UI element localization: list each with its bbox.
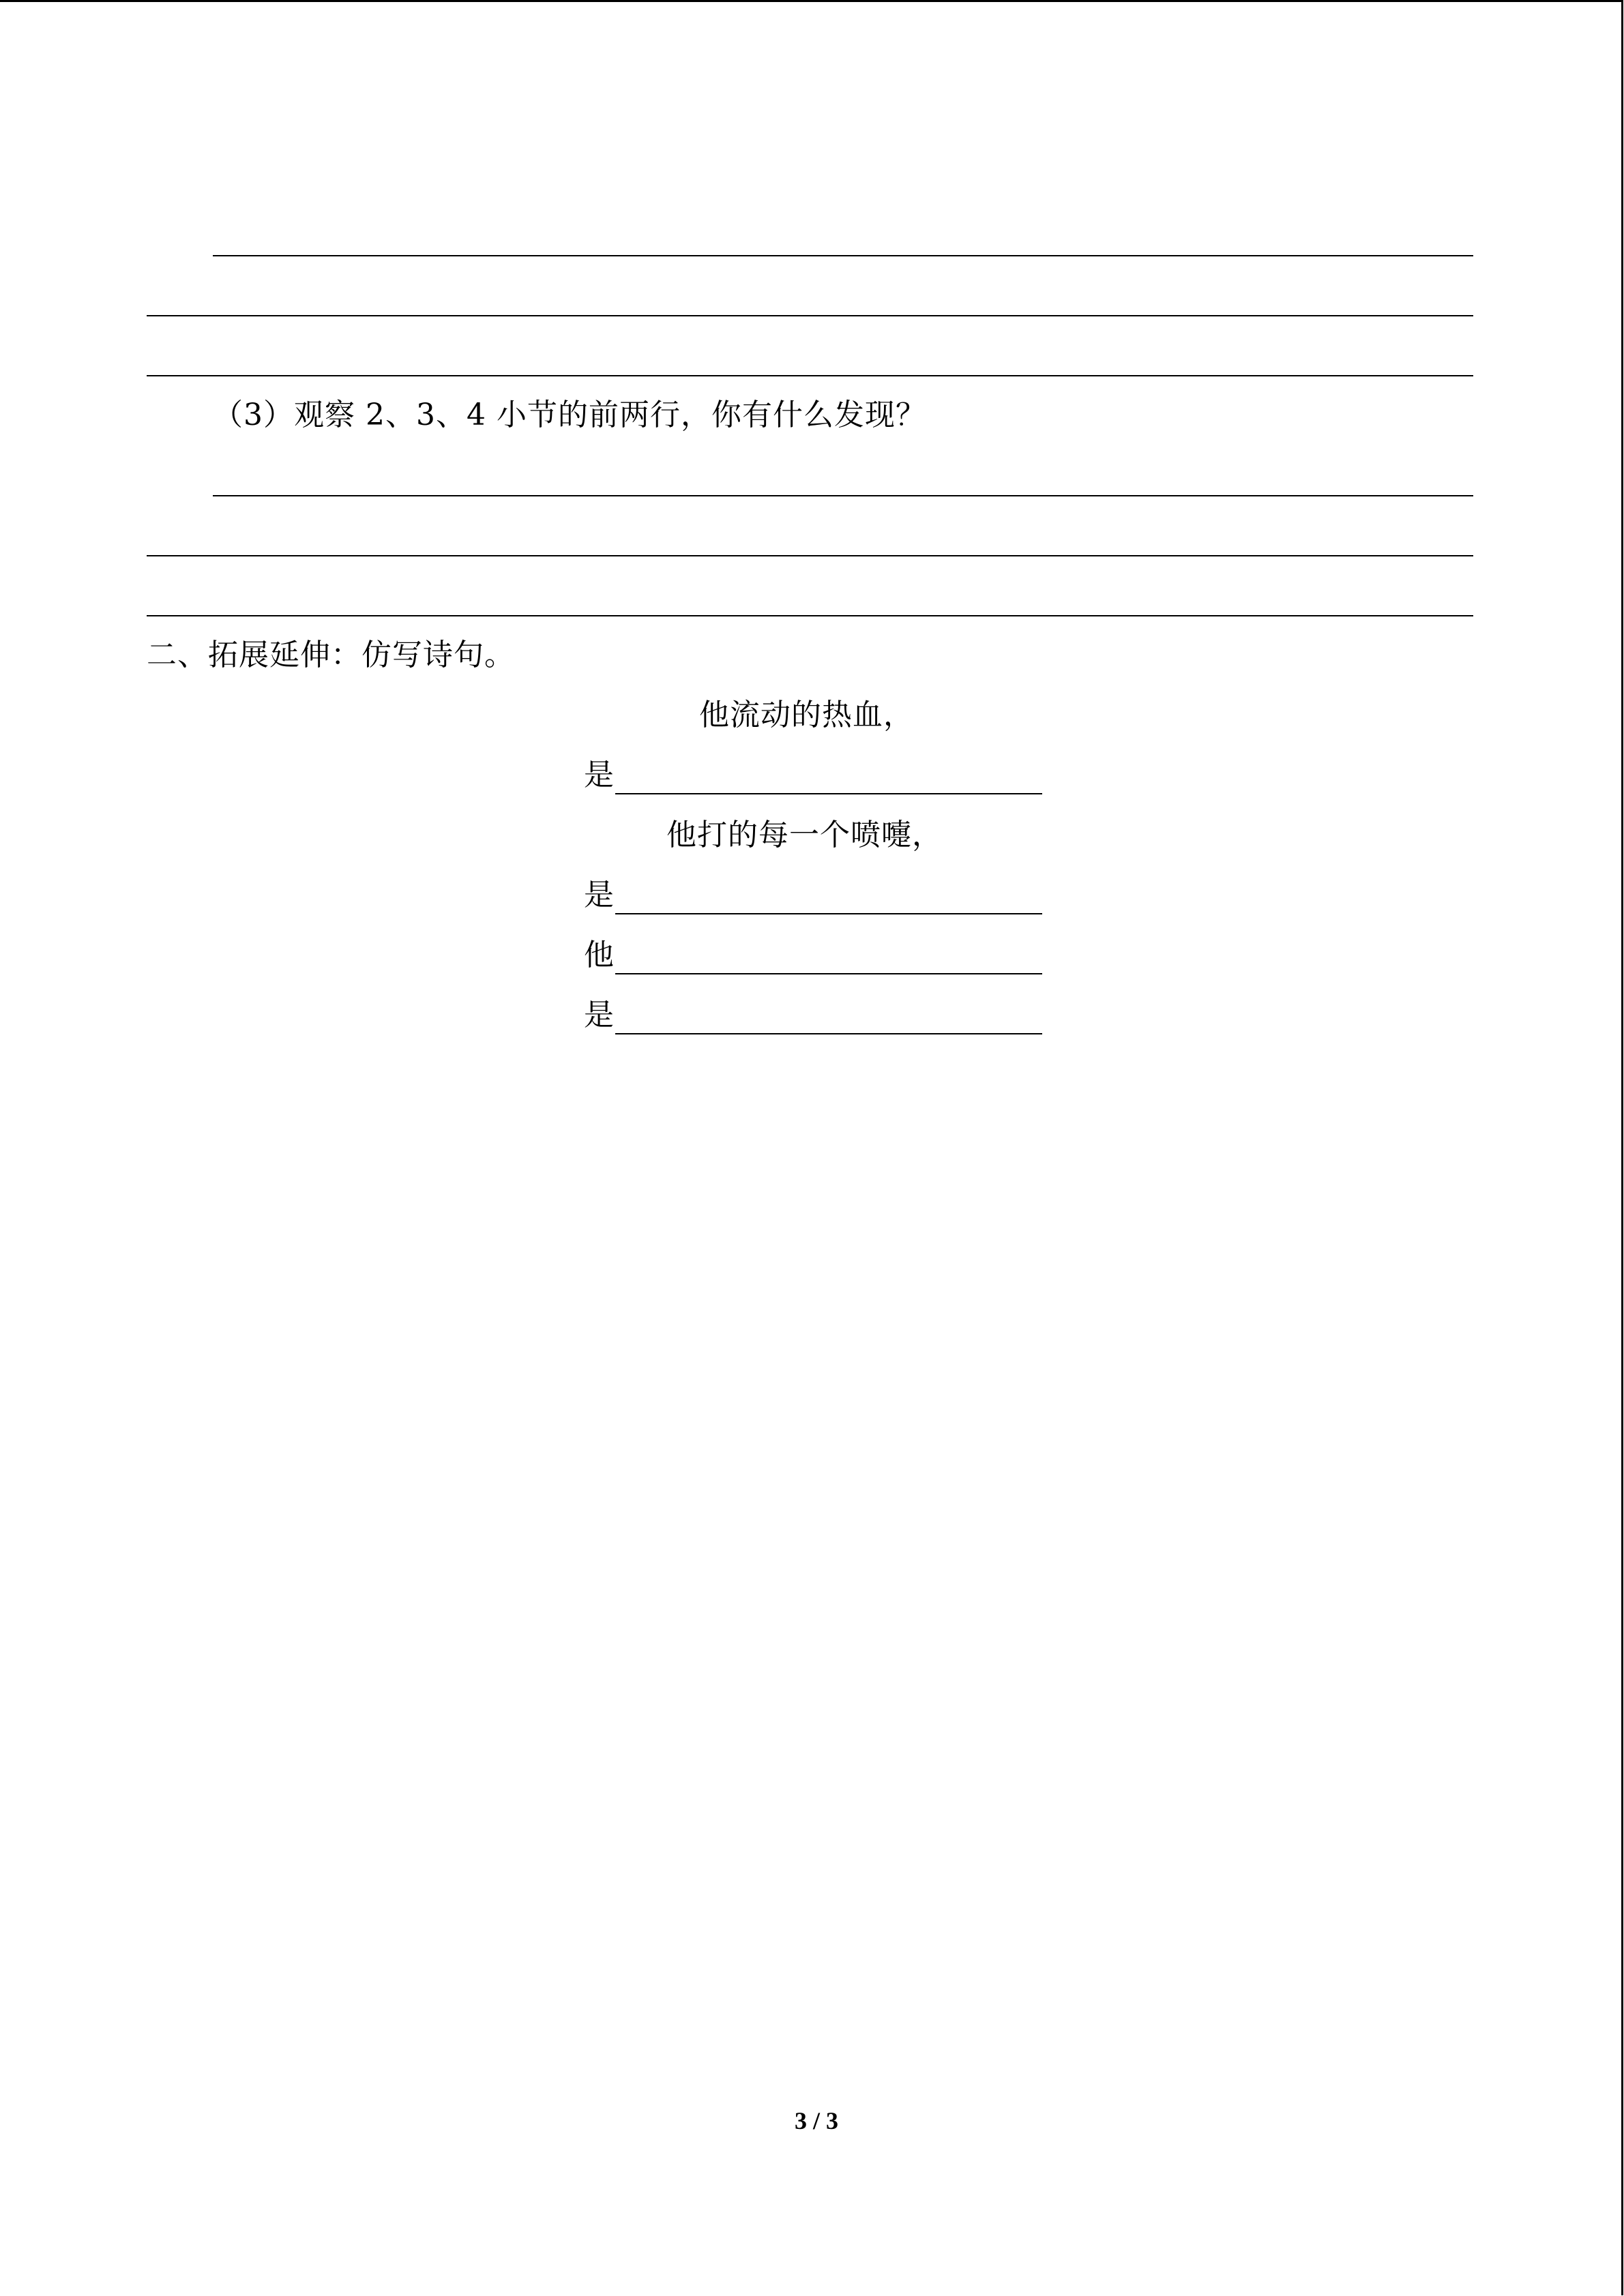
answer-line[interactable]: [213, 255, 1473, 256]
poem-line-6-prefix: 是: [584, 998, 615, 1032]
poem-fill-line-4[interactable]: [615, 913, 1042, 914]
answer-line[interactable]: [147, 315, 1473, 316]
poem-line-2-prefix: 是: [584, 758, 615, 792]
poem-fill-line-6[interactable]: [615, 1033, 1042, 1034]
poem-line-4-prefix: 是: [584, 878, 615, 912]
answer-line[interactable]: [147, 615, 1473, 616]
answer-line[interactable]: [147, 375, 1473, 376]
section-2-heading: 二、拓展延伸：仿写诗句。: [147, 638, 515, 672]
poem-fill-line-5[interactable]: [615, 973, 1042, 974]
poem-line-5-prefix: 他: [584, 938, 615, 972]
poem-fill-line-2[interactable]: [615, 793, 1042, 794]
question-3-prompt: （3）观察 2、3、4 小节的前两行，你有什么发现？: [213, 398, 926, 432]
poem-line-3: 他打的每一个喷嚏，: [666, 818, 943, 852]
poem-line-1: 他流动的热血，: [699, 698, 914, 732]
answer-line[interactable]: [147, 555, 1473, 556]
page-number: 3 / 3: [795, 2107, 839, 2134]
answer-line[interactable]: [213, 495, 1473, 496]
